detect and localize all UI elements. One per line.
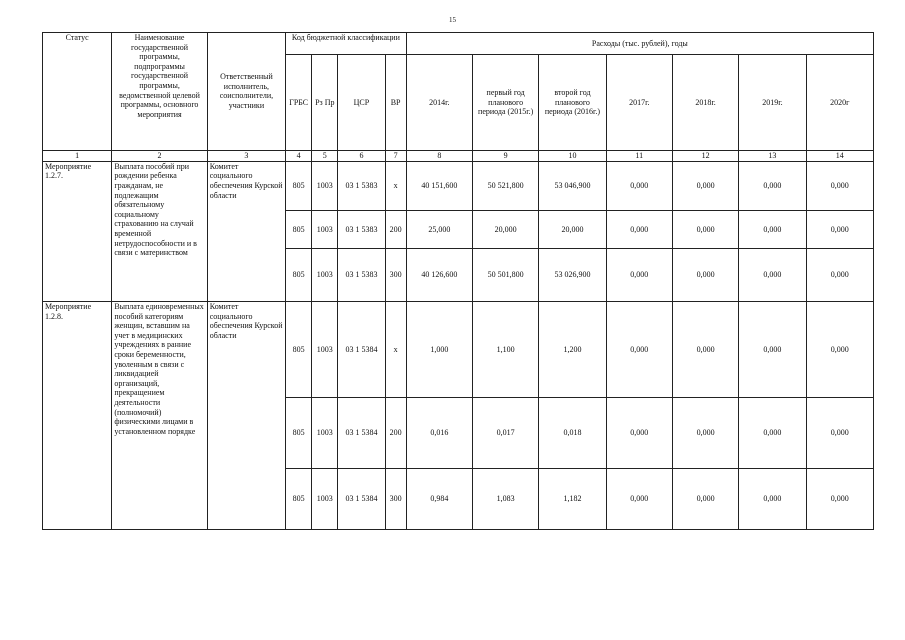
cell-rzpr: 1003 (312, 161, 338, 210)
cell-amount: 1,200 (539, 302, 606, 398)
cell-amount: 0,018 (539, 397, 606, 468)
cell-csr: 03 1 5383 (338, 161, 385, 210)
column-number: 6 (338, 150, 385, 161)
cell-vr: х (385, 161, 406, 210)
header-year-2016: второй год планового периода (2016г.) (539, 55, 606, 151)
cell-vr: 300 (385, 249, 406, 302)
cell-grbs: 805 (286, 249, 312, 302)
cell-amount: 0,016 (406, 397, 472, 468)
column-number: 14 (806, 150, 873, 161)
cell-csr: 03 1 5384 (338, 397, 385, 468)
cell-amount: 0,000 (806, 397, 873, 468)
cell-status: Мероприятие 1.2.8. (43, 302, 112, 530)
cell-amount: 0,000 (606, 161, 672, 210)
cell-amount: 0,000 (672, 161, 738, 210)
cell-amount: 1,000 (406, 302, 472, 398)
header-year-2018: 2018г. (672, 55, 738, 151)
cell-amount: 0,000 (672, 210, 738, 249)
cell-amount: 40 151,600 (406, 161, 472, 210)
cell-amount: 0,000 (806, 302, 873, 398)
cell-csr: 03 1 5383 (338, 249, 385, 302)
cell-amount: 0,000 (806, 161, 873, 210)
budget-table (42, 32, 874, 530)
cell-amount: 20,000 (472, 210, 538, 249)
cell-grbs: 805 (286, 210, 312, 249)
header-year-2020: 2020г (806, 55, 873, 151)
cell-amount: 0,000 (739, 161, 806, 210)
cell-rzpr: 1003 (312, 397, 338, 468)
cell-amount: 0,000 (672, 302, 738, 398)
cell-amount: 20,000 (539, 210, 606, 249)
cell-csr: 03 1 5384 (338, 468, 385, 529)
column-number: 4 (286, 150, 312, 161)
column-number: 9 (472, 150, 538, 161)
cell-amount: 0,000 (606, 210, 672, 249)
cell-name: Выплата пособий при рождении ребенка гражданам, не подлежащим обязательному социальному страхованию на случай временной нетрудоспособности и в связи с материнством (112, 161, 207, 301)
cell-amount: 0,000 (806, 210, 873, 249)
cell-amount: 0,000 (672, 468, 738, 529)
cell-amount: 1,182 (539, 468, 606, 529)
header-row-1 (43, 33, 874, 55)
cell-csr: 03 1 5383 (338, 210, 385, 249)
cell-amount: 0,000 (606, 249, 672, 302)
cell-amount: 0,000 (806, 468, 873, 529)
cell-amount: 0,000 (672, 397, 738, 468)
cell-rzpr: 1003 (312, 249, 338, 302)
header-year-2015: первый год планового периода (2015г.) (472, 55, 538, 151)
cell-rzpr: 1003 (312, 302, 338, 398)
header-name: Наименование государственной программы, подпрограммы государственной программы, ведомственной целевой программы, основного мероприятия (112, 33, 207, 151)
column-number: 5 (312, 150, 338, 161)
cell-amount: 0,000 (739, 468, 806, 529)
header-status: Статус (43, 33, 112, 151)
cell-amount: 0,000 (672, 249, 738, 302)
header-executor: Ответственный исполнитель, соисполнители, участники (207, 33, 285, 151)
cell-amount: 53 026,900 (539, 249, 606, 302)
cell-vr: 300 (385, 468, 406, 529)
cell-amount: 50 521,800 (472, 161, 538, 210)
cell-vr: х (385, 302, 406, 398)
column-number: 10 (539, 150, 606, 161)
column-number: 2 (112, 150, 207, 161)
column-number: 1 (43, 150, 112, 161)
cell-vr: 200 (385, 210, 406, 249)
header-expenses: Расходы (тыс. рублей), годы (406, 33, 873, 55)
header-vr: ВР (385, 55, 406, 151)
header-year-2014: 2014г. (406, 55, 472, 151)
cell-status: Мероприятие 1.2.7. (43, 161, 112, 301)
column-number: 3 (207, 150, 285, 161)
cell-amount: 53 046,900 (539, 161, 606, 210)
page-number: 15 (449, 16, 456, 24)
cell-grbs: 805 (286, 302, 312, 398)
table-row (43, 302, 874, 398)
column-number: 13 (739, 150, 806, 161)
column-number: 8 (406, 150, 472, 161)
header-grbs: ГРБС (286, 55, 312, 151)
header-csr: ЦСР (338, 55, 385, 151)
cell-rzpr: 1003 (312, 210, 338, 249)
cell-name: Выплата единовременных пособий категориям женщин, вставшим на учет в медицинских учреждениях в ранние сроки беременности, уволенным в связи с ликвидацией организаций, прекращением деятельности (полномочий) физическими лицами в установленном порядке (112, 302, 207, 530)
cell-executor: Комитет социального обеспечения Курской области (207, 302, 285, 530)
cell-amount: 0,000 (606, 397, 672, 468)
cell-amount: 0,000 (739, 249, 806, 302)
cell-amount: 0,000 (606, 302, 672, 398)
cell-amount: 0,000 (739, 302, 806, 398)
cell-grbs: 805 (286, 468, 312, 529)
column-number: 12 (672, 150, 738, 161)
cell-amount: 40 126,600 (406, 249, 472, 302)
cell-amount: 0,000 (739, 210, 806, 249)
cell-grbs: 805 (286, 397, 312, 468)
cell-amount: 0,984 (406, 468, 472, 529)
cell-amount: 25,000 (406, 210, 472, 249)
cell-amount: 1,083 (472, 468, 538, 529)
cell-csr: 03 1 5384 (338, 302, 385, 398)
cell-amount: 0,000 (606, 468, 672, 529)
column-number: 11 (606, 150, 672, 161)
cell-amount: 0,000 (739, 397, 806, 468)
header-rzpr: Рз Пр (312, 55, 338, 151)
cell-amount: 0,017 (472, 397, 538, 468)
column-number-row (43, 150, 874, 161)
cell-vr: 200 (385, 397, 406, 468)
column-number: 7 (385, 150, 406, 161)
cell-amount: 0,000 (806, 249, 873, 302)
header-year-2019: 2019г. (739, 55, 806, 151)
cell-grbs: 805 (286, 161, 312, 210)
table-row (43, 161, 874, 210)
cell-executor: Комитет социального обеспечения Курской области (207, 161, 285, 301)
cell-amount: 50 501,800 (472, 249, 538, 302)
header-year-2017: 2017г. (606, 55, 672, 151)
cell-amount: 1,100 (472, 302, 538, 398)
header-budget-code: Код бюджетной классификации (286, 33, 407, 55)
cell-rzpr: 1003 (312, 468, 338, 529)
